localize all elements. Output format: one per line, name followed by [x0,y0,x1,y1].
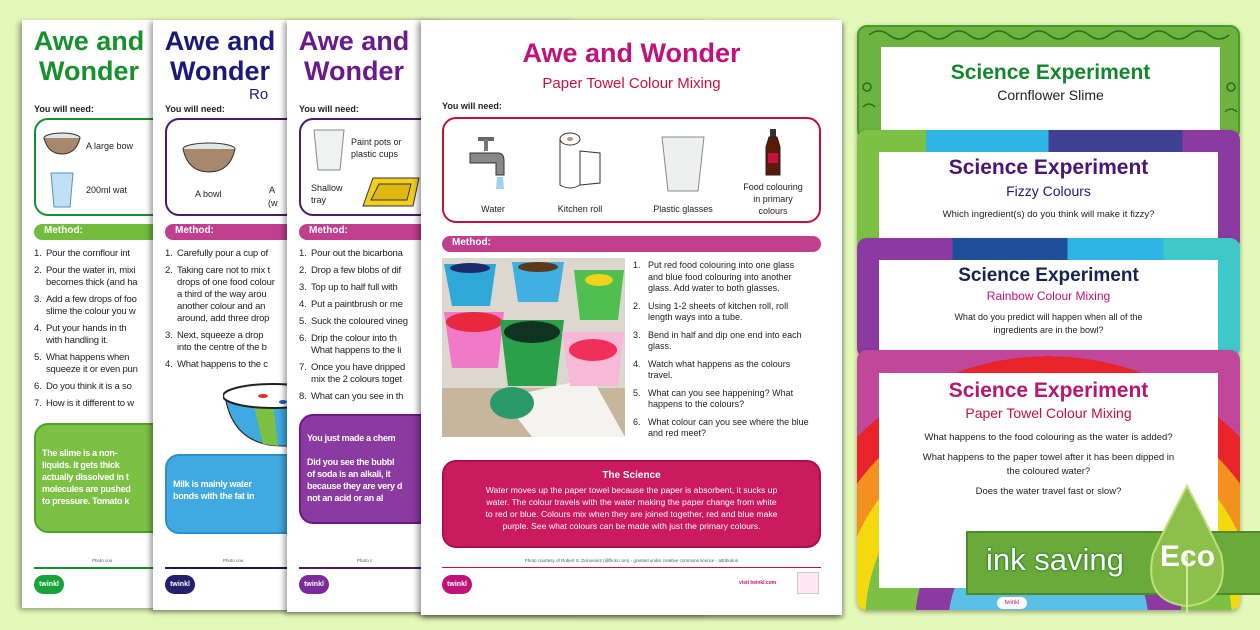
science-text [450,485,813,533]
science-line: Water moves up the paper towel because the paper is absorbent, it sucks up [485,484,778,495]
step-line: travel. [648,370,673,380]
step-line: Do you think it is a so [46,381,132,392]
step-text [648,301,788,324]
science-line [307,444,419,456]
science-explanation-box [442,460,821,548]
method-step [165,265,277,325]
step-number: 5. [299,316,307,327]
footer-divider [442,567,821,568]
step-text [46,323,146,347]
photo-credit: Photo cou [223,558,244,563]
step-number: 2. [34,265,42,276]
step-number: 7. [299,362,307,373]
step-text [46,265,146,289]
step-line: around, add three drop [177,313,270,324]
item-label: A large bow [86,141,134,151]
method-step [633,330,829,353]
step-line: another colour and an [177,301,266,312]
photo-credit: Photo c [357,558,373,563]
step-number: 1. [34,248,42,259]
method-step [299,265,411,277]
card-subtitle: Paper Towel Colour Mixing [965,405,1132,421]
science-line: water. The colour travels with the water making the paper change from white [486,496,777,507]
step-number: 4. [165,359,173,370]
science-line: molecules are pushed [42,484,131,494]
card-question: What do you predict will happen when all of the [954,312,1143,322]
science-line: not an acid or an al [307,493,384,503]
method-step [633,417,829,440]
science-heading: The Science [602,470,661,481]
twinkl-badge-icon [797,572,819,594]
step-line: What happens to the li [311,345,402,356]
item-label: tray [311,195,327,205]
item-label: A bowl [195,189,222,199]
science-line: to pressure. Tomato k [42,496,130,506]
method-step [34,352,146,376]
step-line: drops of one food colour [177,277,275,288]
step-line: What happens when [46,352,130,363]
step-text [46,352,146,376]
card-title: Science Experiment [948,379,1149,402]
twinkl-logo[interactable]: twinkl [165,575,195,594]
science-text [42,447,146,507]
method-step [165,359,277,371]
item-label: Food colouring [743,182,803,192]
science-line: bonds with the fat in [173,491,255,501]
step-number: 6. [633,416,641,427]
step-line: and blue food colouring into another [648,271,792,282]
step-line: Bend in half and dip one end into each [648,329,802,340]
card-question: the coloured water? [1006,466,1091,477]
step-text [311,333,411,357]
plastic-cup-icon [313,128,345,172]
method-step [299,299,411,311]
science-text [173,478,277,502]
step-line: Put your hands in th [46,323,127,334]
card-subtitle: Fizzy Colours [1006,183,1091,199]
card-question: What happens to the food colouring as the water is added? [924,432,1173,443]
step-number: 2. [165,265,173,276]
step-text [46,248,146,260]
step-line: Add a few drops of foo [46,294,137,305]
step-number: 4. [299,299,307,310]
shallow-tray-icon [361,176,421,210]
twinkl-logo[interactable]: twinkl [442,575,472,594]
method-steps [633,260,829,446]
method-steps [165,248,277,376]
step-number: 4. [34,323,42,334]
sheet-subtitle: Ro [249,86,269,103]
step-text [177,330,277,354]
step-number: 2. [633,300,641,311]
colour-mixing-photo [442,258,625,437]
needs-box [442,117,821,223]
step-text [648,260,794,295]
sheet-title: Awe and Wonder [164,26,276,86]
step-line: Pour out the bicarbona [311,248,403,259]
science-line: to red or blue. Colours mix when they are joined together, red and blue make [485,508,778,519]
step-line: What happens to the c [177,359,268,370]
step-line: Watch what happens as the colours [648,358,791,369]
method-step [299,362,411,386]
method-steps [34,248,146,415]
bowl-icon [181,142,237,174]
step-line: What can you see in th [311,391,404,402]
science-line: because they are very d [307,481,403,491]
method-step [299,333,411,357]
step-line: Using 1-2 sheets of kitchen roll, roll [648,300,789,311]
food-colouring-bottle-icon [764,129,782,177]
step-text [177,359,277,371]
method-step [165,248,277,260]
twinkl-logo[interactable]: twinkl [34,575,64,594]
step-text [648,417,809,440]
item-label: Water [481,204,505,214]
method-step [34,265,146,289]
method-step [34,294,146,318]
item-label: A [269,185,276,195]
method-step [633,388,829,411]
you-will-need-label: You will need: [34,104,94,114]
item-label: colours [758,206,788,216]
item-label: in primary [753,194,793,204]
step-line: Put red food colouring into one glass [648,260,795,270]
step-line: How is it different to w [46,398,134,409]
step-number: 2. [299,265,307,276]
science-text [307,432,419,504]
step-text [648,359,790,382]
step-number: 5. [34,352,42,363]
item-label: Plastic glasses [653,204,713,214]
step-number: 3. [165,330,173,341]
you-will-need-label: You will need: [165,104,225,114]
card-question: What happens to the paper towel after it has been dipped in [922,452,1175,463]
step-line: Drop a few blobs of dif [311,265,401,276]
step-line: glass. [648,341,672,351]
method-step [633,301,829,324]
science-line: Milk is mainly water [173,479,252,489]
ink-saving-label: ink saving [986,542,1124,577]
step-line: Pour the water in, mixi [46,265,136,276]
step-number: 1. [633,260,641,270]
science-line: of soda is an alkali, it [307,469,391,479]
sheet-title: Awe and Wonder [33,26,145,86]
step-line: a third of the way arou [177,289,267,300]
you-will-need-label: You will need: [442,101,502,111]
step-line: Pour the cornflour int [46,248,130,259]
step-number: 3. [34,294,42,305]
method-step [299,248,411,260]
item-label: 200ml wat [86,185,128,195]
step-text [177,248,277,260]
card-title: Science Experiment [958,265,1139,286]
method-step [34,381,146,393]
step-line: What colour can you see where the blue [648,416,809,427]
card-title: Science Experiment [948,156,1149,179]
method-step [34,323,146,347]
twinkl-logo[interactable]: twinkl [299,575,329,594]
item-label: (w [268,198,278,208]
step-number: 8. [299,391,307,402]
item-label: plastic cups [351,149,399,159]
method-step [299,316,411,328]
step-text [311,299,411,311]
sheet-title: Awe and Wonder [522,38,741,68]
plastic-glass-icon [660,135,706,193]
step-number: 6. [34,381,42,392]
kitchen-roll-icon [556,131,604,191]
step-number: 1. [299,248,307,259]
method-step [34,248,146,260]
visit-twinkl-link[interactable]: visit twinkl.com [739,580,777,586]
method-steps [299,248,411,408]
step-text [311,265,411,277]
step-text [648,388,793,411]
step-text [46,294,146,318]
step-line: Next, squeeze a drop [177,330,264,341]
you-will-need-label: You will need: [299,104,359,114]
step-text [311,362,411,386]
step-line: slime the colour you w [46,306,136,317]
step-line: glass. Add water to both glasses. [648,283,780,293]
method-step [633,359,829,382]
science-line: actually dissolved in t [42,472,129,482]
step-number: 4. [633,358,641,369]
step-line: squeeze it or even pun [46,364,138,375]
method-step [299,391,411,403]
step-line: Top up to half full with [311,282,398,293]
science-line: purple. See what colours can be made with just the primary colours. [502,520,761,531]
tap-icon [468,135,508,191]
method-step [165,330,277,354]
step-line: into the centre of the b [177,342,267,353]
card-fizzy-colours [857,130,1240,250]
step-text [46,398,146,410]
method-step [299,282,411,294]
card-cornflower-slime [857,25,1240,140]
step-line: and red meet? [648,428,707,438]
step-line: Carefully pour a cup of [177,248,268,259]
step-line: happens to the colours? [648,399,745,409]
step-number: 3. [633,329,641,340]
science-line: You just made a chem [307,433,396,443]
method-header: Method: [299,224,689,240]
item-label: Paint pots or [351,137,402,147]
step-line: becomes thick (and ha [46,277,138,288]
glass-of-water-icon [50,172,74,208]
item-label: Shallow [311,183,343,193]
card-subtitle: Rainbow Colour Mixing [986,289,1111,303]
step-text [311,248,411,260]
card-question: Does the water travel fast or slow? [975,486,1122,497]
method-header: Method: [34,224,424,240]
photo-credit: Photo courtesy of Robert S. Donovan2 (@flickr.com) - granted under creative commons licence - attribution [524,558,739,563]
science-line: liquids. It gets thick [42,460,120,470]
method-step [633,260,829,295]
card-rainbow-colour-mixing [857,238,1240,358]
step-line: length ways into a tube. [648,312,743,322]
card-title: Science Experiment [950,61,1151,84]
step-number: 7. [34,398,42,409]
item-label: Kitchen roll [557,204,603,214]
card-question: ingredients are in the bowl? [993,325,1104,335]
sheet-title: Awe and Wonder [298,26,410,86]
photo-credit: Photo cou [92,558,113,563]
step-number: 6. [299,333,307,344]
step-text [46,381,146,393]
card-question: Which ingredient(s) do you think will make it fizzy? [942,209,1155,220]
card-subtitle: Cornflower Slime [997,87,1104,103]
step-line: Suck the coloured vineg [311,316,408,327]
step-number: 1. [165,248,173,259]
science-line: The slime is a non- [42,448,118,458]
step-line: with handling it. [46,335,109,346]
step-text [311,316,411,328]
method-header: Method: [165,224,555,240]
method-header: Method: [442,236,821,252]
eco-label: Eco [1160,540,1216,573]
science-line: Did you see the bubbl [307,457,395,467]
step-text [177,265,277,325]
step-line: Put a paintbrush or me [311,299,403,310]
method-step [34,398,146,410]
twinkl-logo[interactable]: twinkl [997,597,1027,609]
step-text [311,391,411,403]
step-text [648,330,802,353]
step-line: What can you see happening? What [648,387,794,398]
step-number: 5. [633,387,641,398]
sheet-subtitle: Paper Towel Colour Mixing [542,75,721,92]
step-line: Drip the colour into th [311,333,397,344]
worksheet-paper-towel-colour-mixing [421,20,842,615]
step-text [311,282,411,294]
bowl-icon [42,132,82,156]
step-line: mix the 2 colours toget [311,374,402,385]
step-number: 3. [299,282,307,293]
step-line: Once you have dripped [311,362,406,373]
step-line: Taking care not to mix t [177,265,270,276]
